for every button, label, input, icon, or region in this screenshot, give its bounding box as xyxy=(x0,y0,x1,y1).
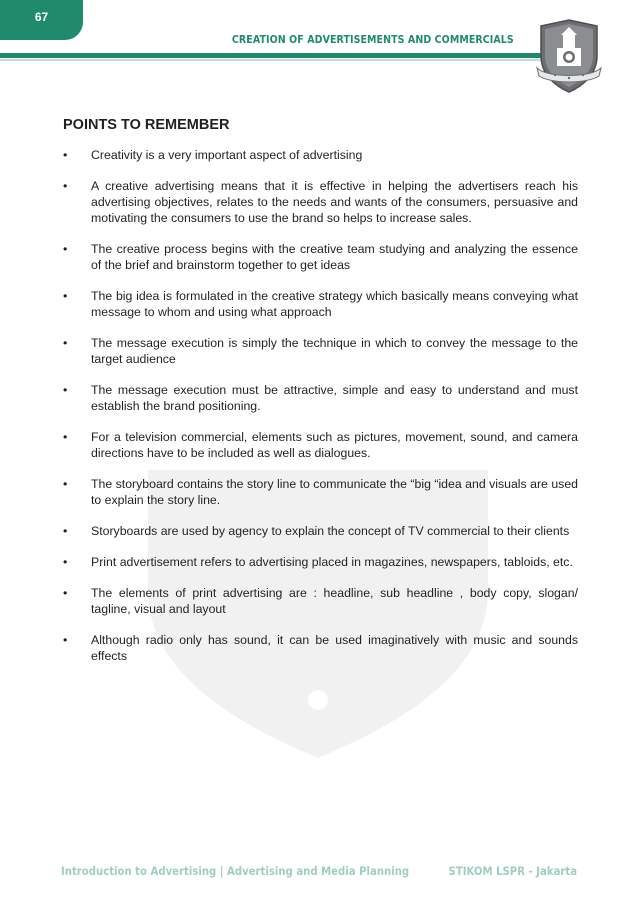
bullet-glyph: • xyxy=(63,633,68,647)
list-item xyxy=(63,178,578,226)
bullet-glyph: • xyxy=(63,586,68,600)
bullet-glyph: • xyxy=(63,555,68,569)
point-text: Although radio only has sound, it can be used imaginatively with music and sounds effects xyxy=(91,633,578,663)
footer-institution: STIKOM LSPR - Jakarta xyxy=(448,864,577,878)
section-title: POINTS TO REMEMBER xyxy=(63,117,230,133)
list-item xyxy=(63,382,578,414)
bullet-glyph: • xyxy=(63,524,68,538)
list-item xyxy=(63,241,578,273)
page-number: 67 xyxy=(34,10,49,24)
point-text: Creativity is a very important aspect of advertising xyxy=(91,148,363,162)
bullet-glyph: • xyxy=(63,477,68,491)
list-item xyxy=(63,335,578,367)
point-text: Storyboards are used by agency to explain the concept of TV commercial to their clients xyxy=(91,524,570,538)
bullet-glyph: • xyxy=(63,148,68,162)
list-item xyxy=(63,523,578,539)
institution-crest-icon xyxy=(535,18,603,94)
bullet-glyph: • xyxy=(63,383,68,397)
page-number-tab xyxy=(0,0,83,40)
point-text: Print advertisement refers to advertising placed in magazines, newspapers, tabloids, etc. xyxy=(91,555,573,569)
main-content xyxy=(63,117,578,679)
list-item xyxy=(63,429,578,461)
footer-book-title: Introduction to Advertising | Advertising and Media Planning xyxy=(61,864,410,878)
point-text: The big idea is formulated in the creative strategy which basically means conveying what message to whom and using what approach xyxy=(91,289,578,319)
bullet-glyph: • xyxy=(63,242,68,256)
bullet-glyph: • xyxy=(63,336,68,350)
list-item xyxy=(63,554,578,570)
point-text: The storyboard contains the story line to communicate the “big “idea and visuals are used to explain the story line. xyxy=(91,477,578,507)
point-text: For a television commercial, elements such as pictures, movement, sound, and camera directions have to be included as well as dialogues. xyxy=(91,430,578,460)
header-rule xyxy=(0,53,553,58)
points-list xyxy=(63,147,578,664)
point-text: The message execution must be attractive, simple and easy to understand and must establish the brand positioning. xyxy=(91,383,578,413)
list-item xyxy=(63,288,578,320)
list-item xyxy=(63,476,578,508)
list-item xyxy=(63,632,578,664)
point-text: A creative advertising means that it is effective in helping the advertisers reach his advertising objectives, relates to the needs and wants of the consumers, persuasive and motivating the consumers to use the brand so helps to increase sales. xyxy=(91,179,578,225)
running-title: CREATION OF ADVERTISEMENTS AND COMMERCIALS xyxy=(232,33,514,46)
list-item xyxy=(63,147,578,163)
header-rule-light xyxy=(0,59,553,61)
bullet-glyph: • xyxy=(63,289,68,303)
list-item xyxy=(63,585,578,617)
bullet-glyph: • xyxy=(63,430,68,444)
point-text: The creative process begins with the creative team studying and analyzing the essence of the brief and brainstorm together to get ideas xyxy=(91,242,578,272)
point-text: The elements of print advertising are : headline, sub headline , body copy, slogan/ tagline, visual and layout xyxy=(91,586,578,616)
bullet-glyph: • xyxy=(63,179,68,193)
point-text: The message execution is simply the technique in which to convey the message to the target audience xyxy=(91,336,578,366)
